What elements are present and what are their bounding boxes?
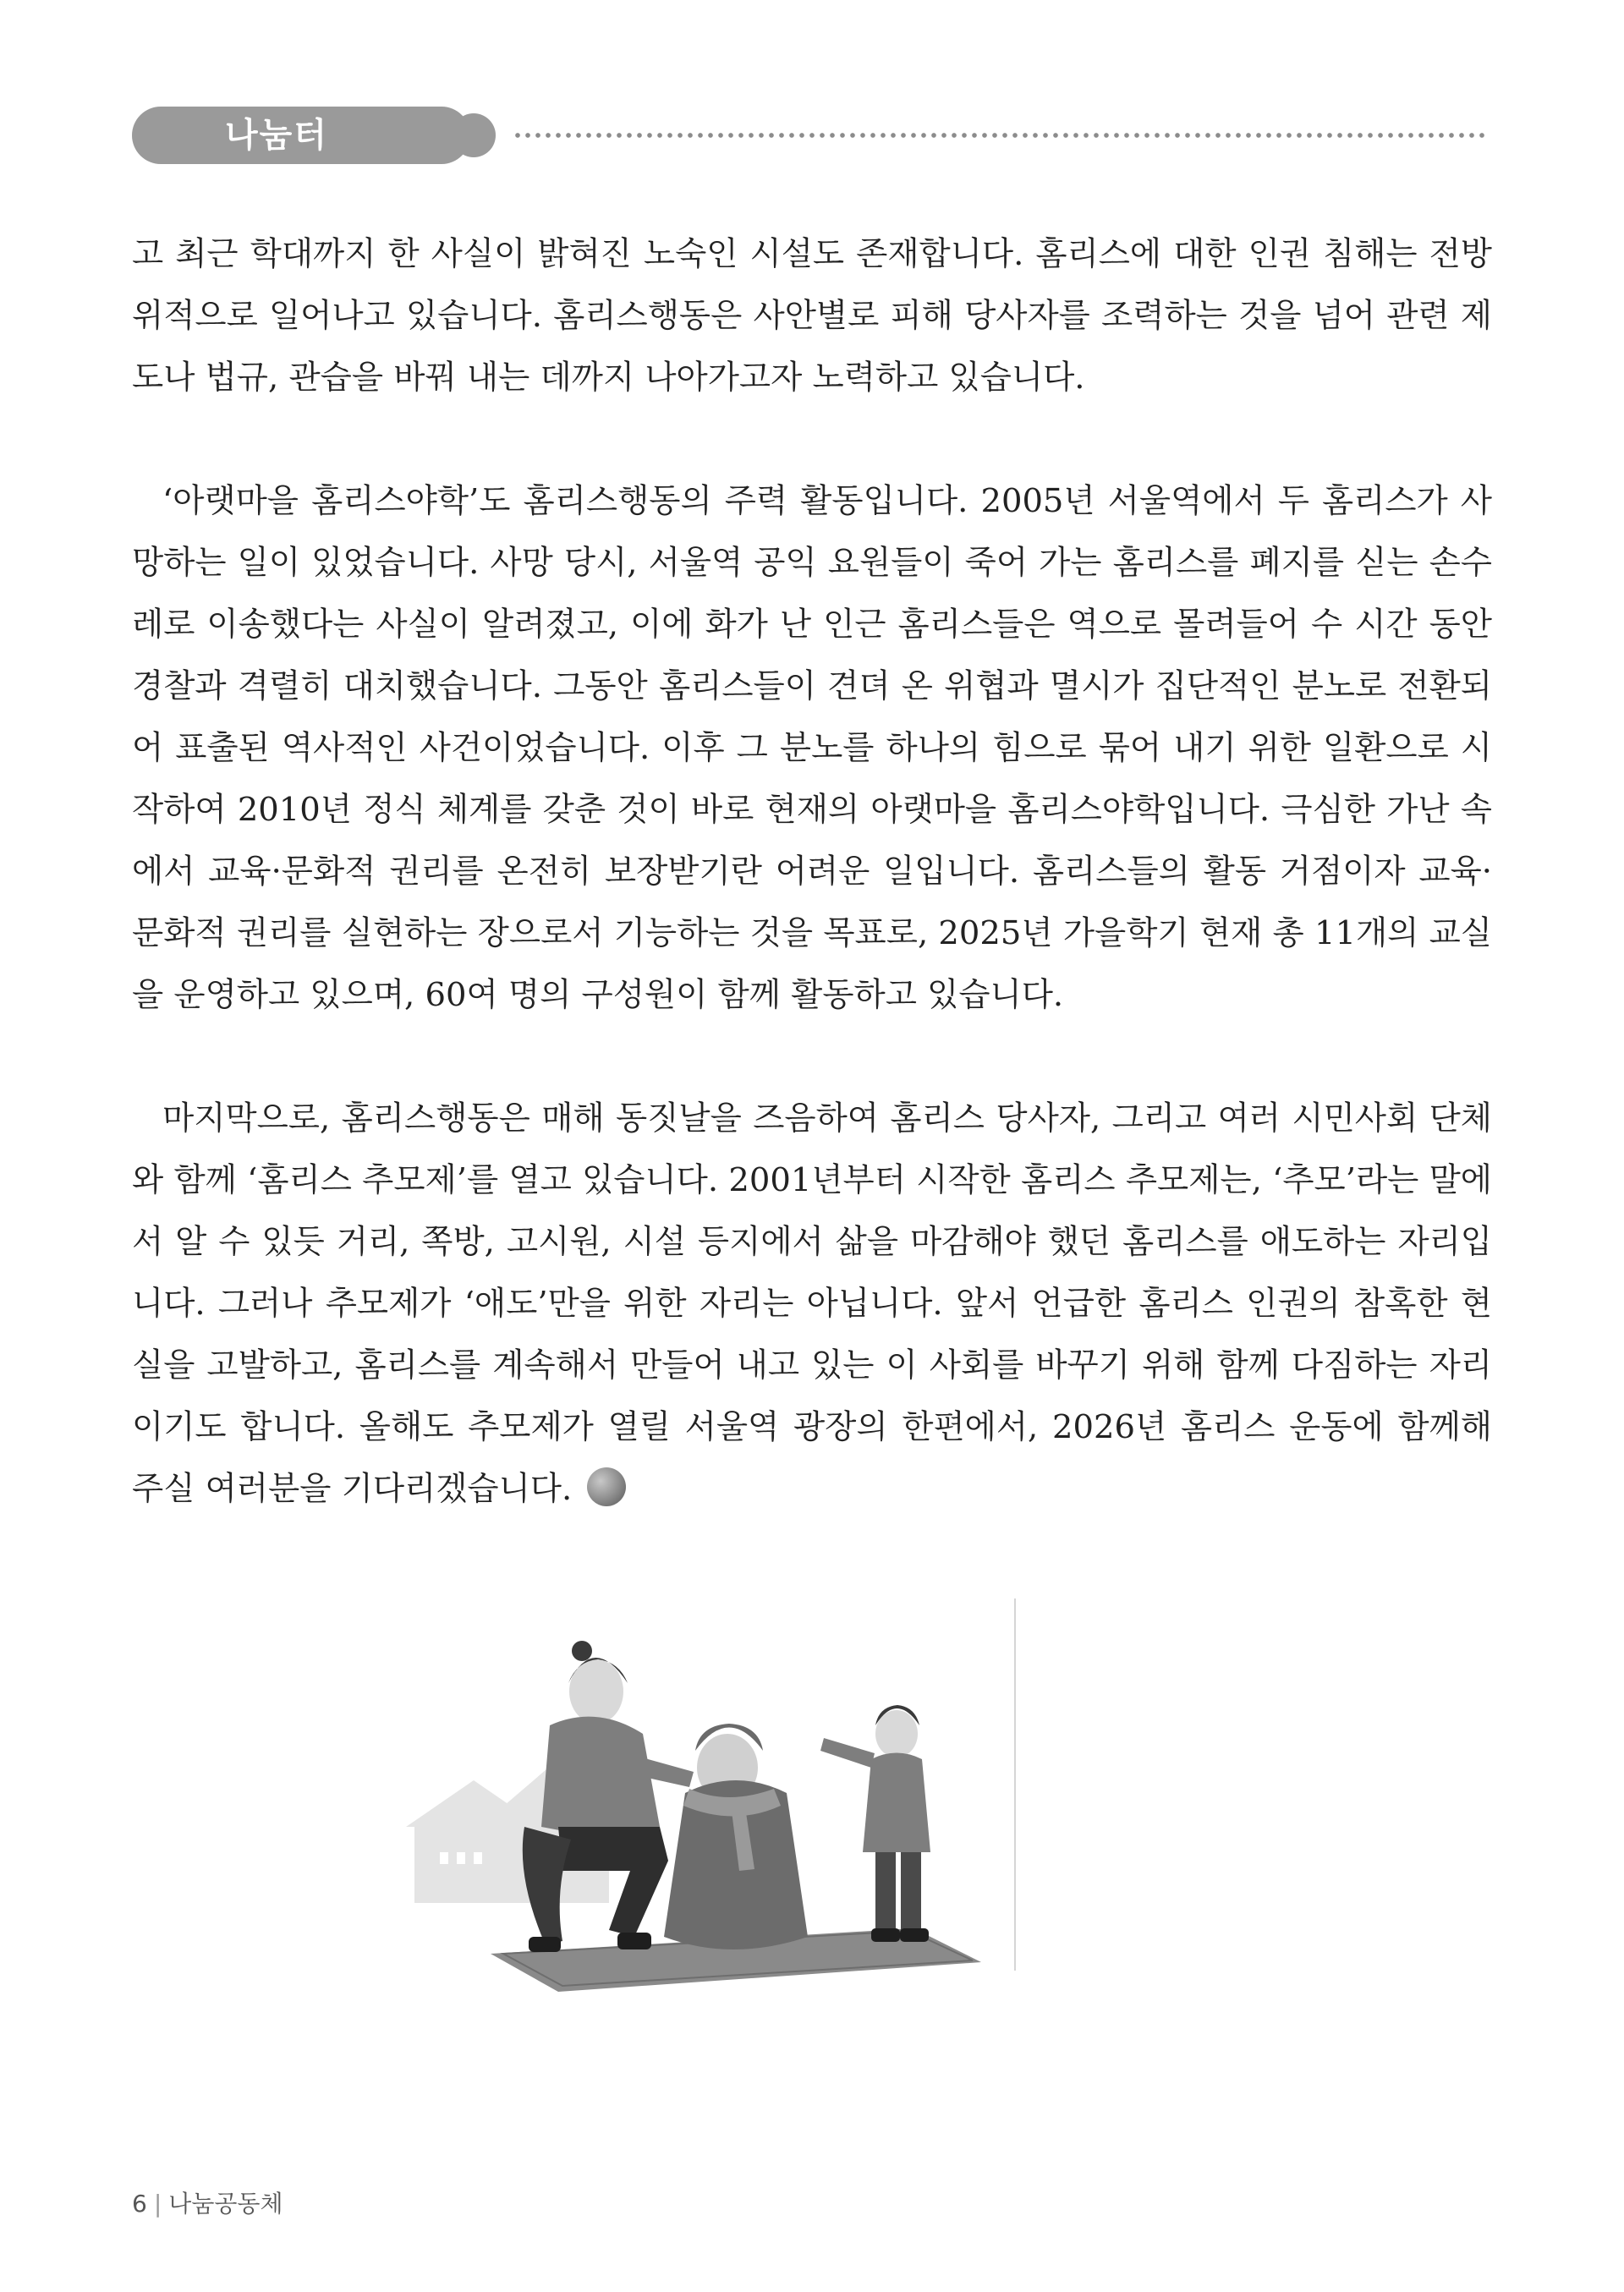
paragraph-2: ‘아랫마을 홈리스야학’도 홈리스행동의 주력 활동입니다. 2005년 서울역에서 두 홈리스가 사망하는 일이 있었습니다. 사망 당시, 서울역 공익 요원들이 죽어 가는 홈리스를 폐지를 싣는 손수레로 이송했다는 사실이 알려졌고, 이에 화가 난 인근 홈리스들은 역으로 몰려들어 수 시간 동안 경찰과 격렬히 대치했습니다. 그동안 홈리스들이 견뎌 온 위협과 멸시가 집단적인 분노로 전환되어 표출된 역사적인 사건이었습니다. 이후 그 분노를 하나의 힘으로 묶어 내기 위한 일환으로 시작하여 2010년 정식 체계를 갖춘 것이 바로 현재의 아랫마을 홈리스야학입니다. 극심한 가난 속에서 교육·문화적 권리를 온전히 보장받기란 어려운 일입니다. 홈리스들의 활동 거점이자 교육·문화적 권리를 실현하는 장으로서 기능하는 것을 목표로, 2025년 가을학기 현재 총 11개의 교실을 운영하고 있으며, 60여 명의 구성원이 함께 활동하고 있습니다. bbox=[132, 482, 1492, 1014]
section-label: 나눔터 bbox=[225, 116, 328, 155]
illustration-family-scarf bbox=[389, 1598, 1032, 1996]
paragraph-3-text: 마지막으로, 홈리스행동은 매해 동짓날을 즈음하여 홈리스 당사자, 그리고 여러 시민사회 단체와 함께 ‘홈리스 추모제’를 열고 있습니다. 2001년부터 시작한 홈리스 추모제는, ‘추모’라는 말에서 알 수 있듯 거리, 쪽방, 고시원, 시설 등지에서 삶을 마감해야 했던 홈리스를 애도하는 자리입니다. 그러나 추모제가 ‘애도’만을 위한 자리는 아닙니다. 앞서 언급한 홈리스 인권의 참혹한 현실을 고발하고, 홈리스를 계속해서 만들어 내고 있는 이 사회를 바꾸기 위해 함께 다짐하는 자리이기도 합니다. 올해도 추모제가 열릴 서울역 광장의 한편에서, 2026년 홈리스 운동에 함께해 주실 여러분을 기다리겠습니다. bbox=[132, 1099, 1492, 1508]
section-header bbox=[132, 107, 1485, 164]
dotted-rule bbox=[513, 133, 1485, 138]
page-footer bbox=[132, 2185, 283, 2219]
grandmother-figure bbox=[664, 1724, 808, 1949]
child-figure bbox=[820, 1705, 930, 1942]
article-body bbox=[132, 223, 1492, 1582]
end-mark-icon bbox=[587, 1467, 626, 1506]
publication-name: 나눔공동체 bbox=[168, 2190, 283, 2218]
section-tab bbox=[132, 107, 470, 164]
paragraph-3 bbox=[132, 1088, 1492, 1520]
mother-figure bbox=[523, 1641, 694, 1952]
paragraph-1: 고 최근 학대까지 한 사실이 밝혀진 노숙인 시설도 존재합니다. 홈리스에 대한 인권 침해는 전방위적으로 일어나고 있습니다. 홈리스행동은 사안별로 피해 당사자를 조력하는 것을 넘어 관련 제도나 법규, 관습을 바꿔 내는 데까지 나아가고자 노력하고 있습니다. bbox=[132, 235, 1492, 397]
footer-separator: | bbox=[153, 2190, 162, 2218]
page-number: 6 bbox=[132, 2190, 147, 2218]
